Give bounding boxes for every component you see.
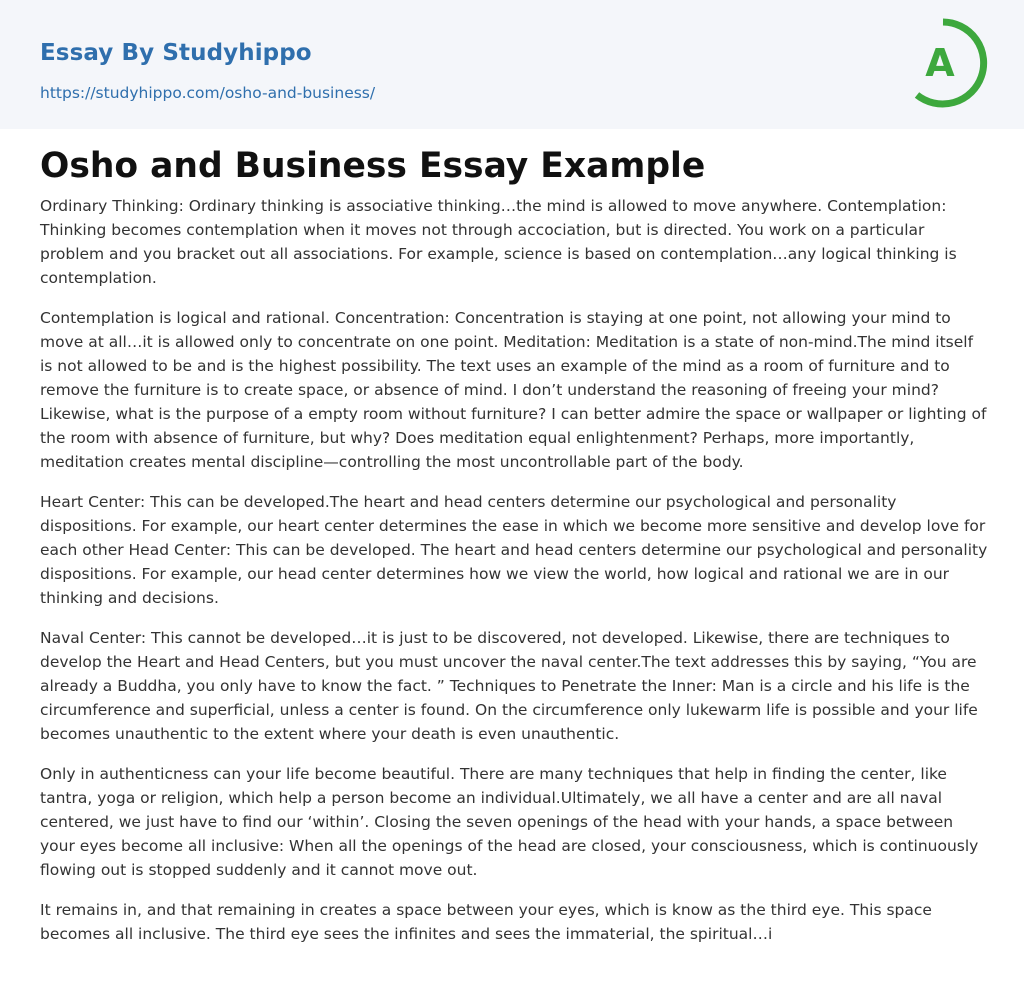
studyhippo-logo-icon[interactable] <box>898 18 988 108</box>
article-paragraph: Only in authenticness can your life become beautiful. There are many techniques that help in finding the center, like tantra, yoga or religion, which help a person become an individual.Ultimately, we all have a center and are all naval centered, we just have to find our ‘within’. Closing the seven openings of the head with your hands, a space between your eyes become all inclusive: When all the openings of the head are closed, your consciousness, which is continuously flowing out is stopped suddenly and it cannot move out. <box>40 765 979 879</box>
site-header <box>0 0 1024 129</box>
article-paragraph: Ordinary Thinking: Ordinary thinking is associative thinking…the mind is allowed to move anywhere. Contemplation: Thinking becomes contemplation when it moves not through accociation, but is directed. You work on a particular problem and you bracket out all associations. For example, science is based on contemplation…any logical thinking is contemplation. <box>40 197 957 287</box>
article-paragraph: Heart Center: This can be developed.The heart and head centers determine our psychological and personality dispositions. For example, our heart center determines the ease in which we become more sensitive and develop love for each other Head Center: This can be developed. The heart and head centers determine our psychological and personality dispositions. For example, our head center determines how we view the world, how logical and rational we are in our thinking and decisions. <box>40 493 988 607</box>
article-paragraph: Naval Center: This cannot be developed…it is just to be discovered, not developed. Likewise, there are techniques to develop the Heart and Head Centers, but you must uncover the naval center.The text addresses this by saying, “You are already a Buddha, you only have to know the fact. ” Techniques to Penetrate the Inner: Man is a circle and his life is the circumference and superficial, unless a center is found. On the circumference only lukewarm life is possible and your life becomes unauthentic to the extent where your death is even unauthentic. <box>40 629 978 743</box>
logo-letter: A <box>925 41 955 85</box>
page-title: Osho and Business Essay Example <box>40 146 706 186</box>
site-brand[interactable]: Essay By Studyhippo <box>40 40 312 66</box>
article-body <box>40 194 990 962</box>
article-paragraph: Contemplation is logical and rational. Concentration: Concentration is staying at one point, not allowing your mind to move at all…it is allowed only to concentrate on one point. Meditation: Meditation is a state of non-mind.The mind itself is not allowed to be and is the highest possibility. The text uses an example of the mind as a room of furniture and to remove the furniture is to create space, or absence of mind. I don’t understand the reasoning of freeing your mind? Likewise, what is the purpose of a empty room without furniture? I can better admire the space or wallpaper or lighting of the room with absence of furniture, but why? Does meditation equal enlightenment? Perhaps, more importantly, meditation creates mental discipline—controlling the most uncontrollable part of the body. <box>40 309 987 471</box>
page-url-link[interactable]: https://studyhippo.com/osho-and-business/ <box>40 84 376 102</box>
article-paragraph: It remains in, and that remaining in creates a space between your eyes, which is know as the third eye. This space becomes all inclusive. The third eye sees the infinites and sees the immaterial, the spiritual…i <box>40 901 932 943</box>
